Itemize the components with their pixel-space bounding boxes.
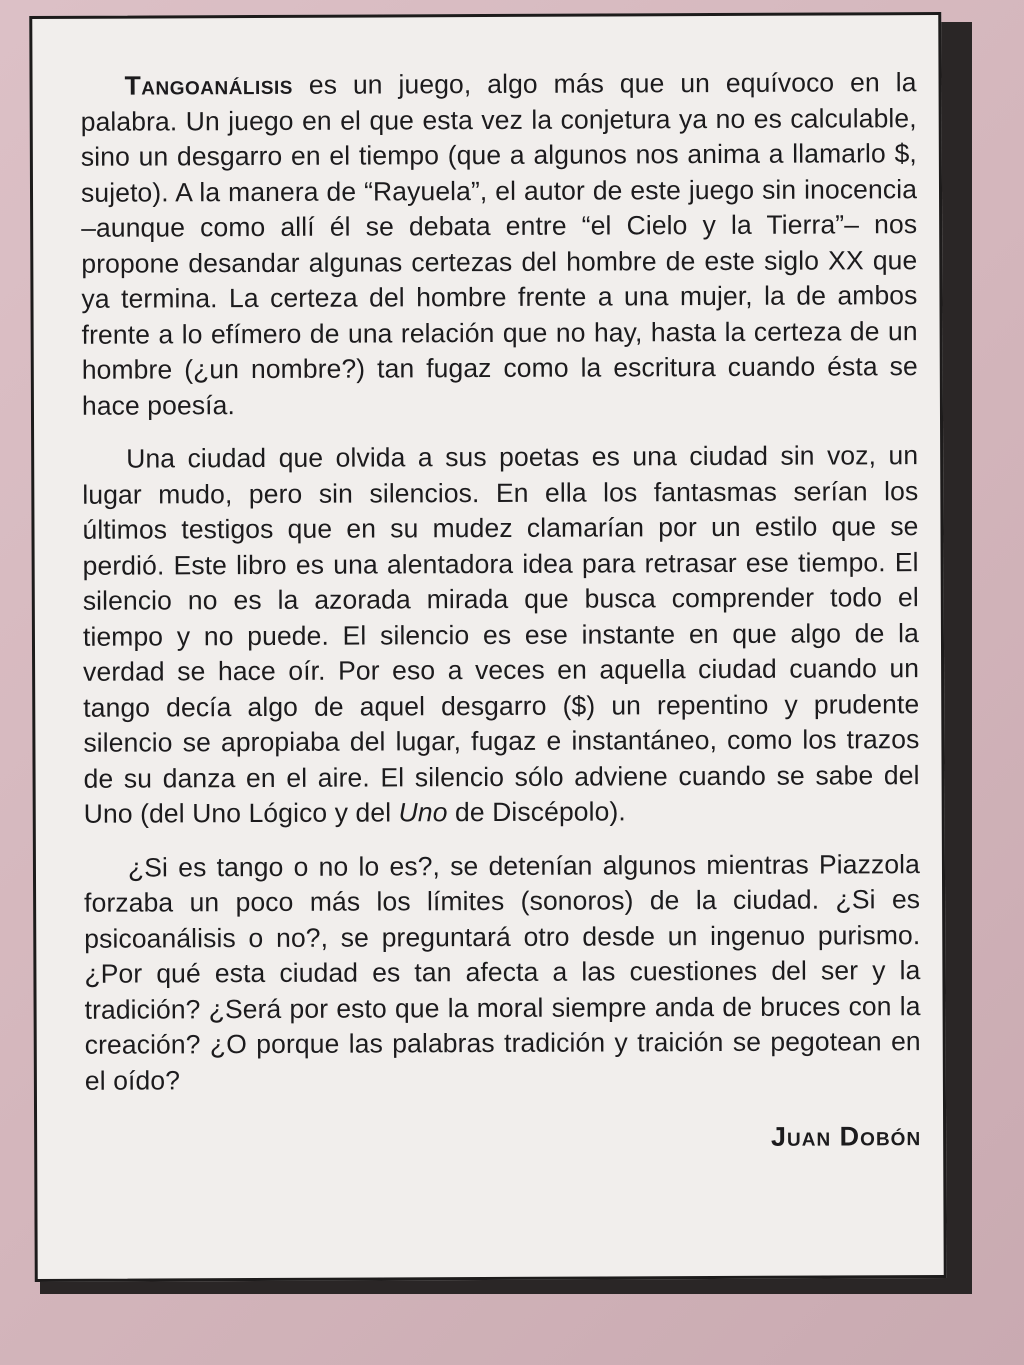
paragraph-1 bbox=[80, 65, 918, 424]
paragraph-2 bbox=[82, 438, 920, 832]
title-term: Tangoanálisis bbox=[124, 69, 293, 101]
paragraph-1-text: es un juego, algo más que un equívoco en la palabra. Un juego en el que esta vez la conjetura ya no es calculable, sino un desgarro en el tiempo (que a algunos nos anima a llamarlo $, sujeto). A la manera de “Rayuela”, el autor de este juego sin inocencia –aunque como allí él se debata entre “el Cielo y la Tierra”– nos propone desandar algunas certezas del hombre de este siglo XX que ya termina. La certeza del hombre frente a una mujer, la de ambos frente a lo efímero de una relación que no hay, hasta la certeza de un hombre (¿un nombre?) tan fugaz como la escritura cuando ésta se hace poesía. bbox=[80, 67, 918, 421]
paragraph-3-text: ¿Si es tango o no lo es?, se detenían algunos mientras Piazzola forzaba un poco más los límites (sonoros) de la ciudad. ¿Si es psicoanálisis o no?, se preguntará otro desde un ingenuo purismo. ¿Por qué esta ciudad es tan afecta a las cuestiones del ser y la tradición? ¿Será por esto que la moral siempre anda de bruces con la creación? ¿O porque las palabras tradición y traición se pegotean en el oído? bbox=[84, 848, 921, 1096]
author-signature: Juan Dobón bbox=[770, 1121, 922, 1152]
document-body bbox=[80, 65, 921, 1158]
paragraph-2-italic: Uno bbox=[398, 797, 448, 828]
paragraph-2-text: Una ciudad que olvida a sus poetas es una ciudad sin voz, un lugar mudo, pero sin silencios. En ella los fantasmas serían los últimos testigos que en su mudez clamarían por un estilo que se perdió. Este libro es una alentadora idea para retrasar ese tiempo. El silencio no es la azorada mirada que busca comprender todo el tiempo y no puede. El silencio es ese instante en que algo de la verdad se hace oír. Por eso a veces en aquella ciudad cuando un tango decía algo de aquel desgarro ($) un repentino y prudente silencio se apropiaba del lugar, fugaz e instantáneo, como los trazos de su danza en el aire. El silencio sólo adviene cuando se sabe del Uno (del Uno Lógico y del bbox=[82, 440, 920, 829]
text-card bbox=[29, 12, 947, 1282]
paragraph-2-end: de Discépolo). bbox=[447, 796, 626, 828]
paragraph-3 bbox=[84, 847, 921, 1099]
